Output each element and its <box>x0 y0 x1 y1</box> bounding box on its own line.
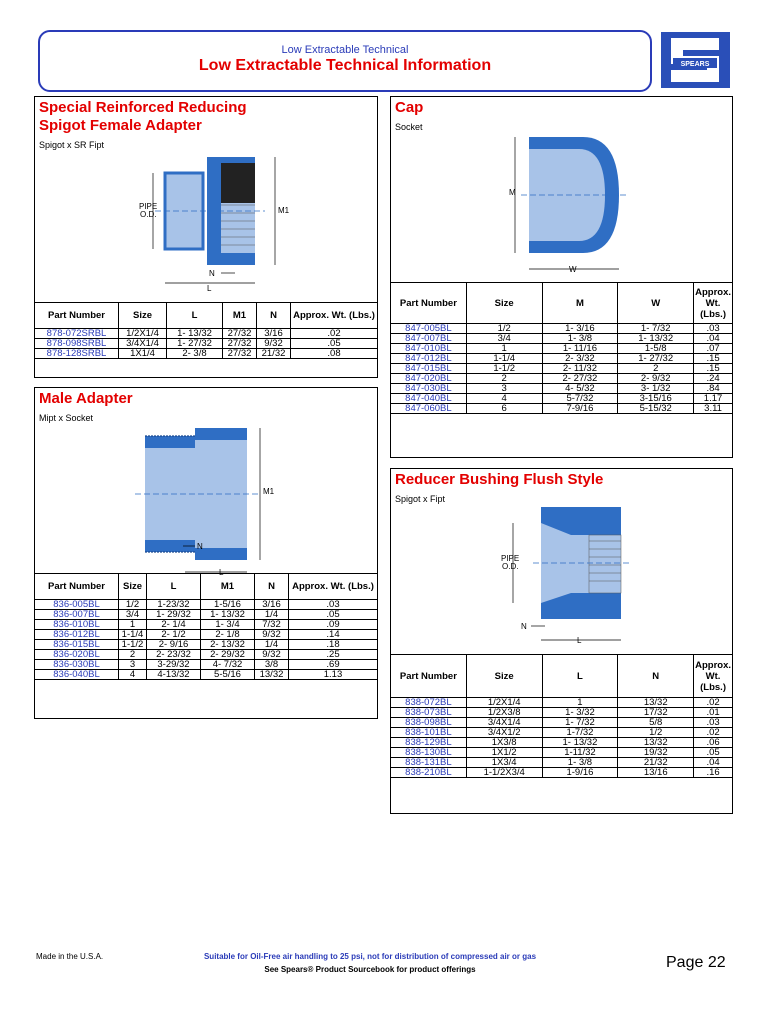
cell: 1- 13/32 <box>167 329 223 339</box>
m1-label: M1 <box>278 206 290 215</box>
part-number[interactable]: 836-010BL <box>35 620 119 630</box>
cell: .05 <box>694 748 733 758</box>
col-header: Size <box>466 283 542 324</box>
table-row <box>391 374 733 384</box>
part-number[interactable]: 847-007BL <box>391 334 467 344</box>
cell: 1/2X3/8 <box>466 708 542 718</box>
cell: 2- 3/32 <box>542 354 618 364</box>
cell: 1X1/4 <box>119 349 167 359</box>
col-header: Approx. Wt. (Lbs.) <box>694 283 733 324</box>
col-header: Size <box>119 303 167 329</box>
n-label: N <box>209 269 215 278</box>
cell: 1-1/4 <box>119 630 147 640</box>
cell: 1.17 <box>694 394 733 404</box>
w-label: W <box>569 265 577 274</box>
part-number[interactable]: 847-030BL <box>391 384 467 394</box>
part-number[interactable]: 838-130BL <box>391 748 467 758</box>
cell: 2- 1/8 <box>201 630 255 640</box>
part-number[interactable]: 838-129BL <box>391 738 467 748</box>
cell: 3/16 <box>257 329 291 339</box>
cell: 3/4X1/2 <box>466 728 542 738</box>
cell: 21/32 <box>618 758 694 768</box>
cell: 5/8 <box>618 718 694 728</box>
cell: 1-1/2 <box>466 364 542 374</box>
cell: 5-7/32 <box>542 394 618 404</box>
cell: .25 <box>289 650 378 660</box>
col-header: Part Number <box>391 283 467 324</box>
cell: 1-1/4 <box>466 354 542 364</box>
cell: 2- 27/32 <box>542 374 618 384</box>
cell: 1.13 <box>289 670 378 680</box>
n-label: N <box>521 622 527 631</box>
cell: 1-9/16 <box>542 768 618 778</box>
cell: 1-1/2X3/4 <box>466 768 542 778</box>
reducer-bushing-diagram <box>501 501 661 651</box>
cell: 2 <box>618 364 694 374</box>
part-number[interactable]: 836-005BL <box>35 600 119 610</box>
l-label: L <box>219 568 224 576</box>
cell: 1- 27/32 <box>618 354 694 364</box>
cell: 1 <box>542 698 618 708</box>
part-number[interactable]: 847-005BL <box>391 324 467 334</box>
m-label: M <box>509 188 516 197</box>
panel-cap <box>390 96 733 458</box>
panel-title: Cap <box>395 99 424 116</box>
part-number[interactable]: 836-040BL <box>35 670 119 680</box>
col-header: Size <box>119 574 147 600</box>
cell: 2- 1/4 <box>147 620 201 630</box>
cell: 3 <box>119 660 147 670</box>
cell: 1X3/8 <box>466 738 542 748</box>
col-header: Part Number <box>391 655 467 698</box>
part-number[interactable]: 847-060BL <box>391 404 467 414</box>
cell: 3/16 <box>255 600 289 610</box>
cell: .04 <box>694 758 733 768</box>
cell: 1- 13/32 <box>542 738 618 748</box>
cell: 21/32 <box>257 349 291 359</box>
cell: 27/32 <box>223 329 257 339</box>
cell: 7/32 <box>255 620 289 630</box>
cell: .01 <box>694 708 733 718</box>
panel-subtitle: Mipt x Socket <box>39 413 94 423</box>
table-row <box>391 768 733 778</box>
cell: 2 <box>466 374 542 384</box>
part-number[interactable]: 836-020BL <box>35 650 119 660</box>
cell: .15 <box>694 364 733 374</box>
table-row <box>391 384 733 394</box>
panel-subtitle: Spigot x SR Fipt <box>39 140 105 150</box>
page-number: Page 22 <box>666 954 726 971</box>
cell: 2- 13/32 <box>201 640 255 650</box>
part-number[interactable]: 836-030BL <box>35 660 119 670</box>
cell: .15 <box>694 354 733 364</box>
table-row <box>35 610 378 620</box>
cell: .03 <box>694 324 733 334</box>
sourcebook-note: See Spears® Product Sourcebook for product offerings <box>264 965 476 974</box>
table-row <box>391 738 733 748</box>
cell: 1 <box>466 344 542 354</box>
part-number[interactable]: 847-015BL <box>391 364 467 374</box>
table-row <box>35 640 378 650</box>
cell: .02 <box>291 329 378 339</box>
cell: .09 <box>289 620 378 630</box>
col-header: N <box>255 574 289 600</box>
part-number[interactable]: 878-098SRBL <box>35 339 119 349</box>
usage-notice: Suitable for Oil-Free air handling to 25 psi, not for distribution of compressed air or gas <box>203 952 537 961</box>
cell: .02 <box>694 728 733 738</box>
table-row <box>35 600 378 610</box>
cell: 3/4X1/4 <box>466 718 542 728</box>
spears-logo <box>659 30 732 90</box>
cell: 1/2 <box>618 728 694 738</box>
col-header: L <box>167 303 223 329</box>
table-row <box>391 354 733 364</box>
cell: 1/2 <box>119 600 147 610</box>
cell: .03 <box>289 600 378 610</box>
cap-table <box>390 282 733 414</box>
spigot-adapter-table <box>34 302 378 359</box>
cell: 13/32 <box>618 738 694 748</box>
l-label: L <box>207 284 212 293</box>
panel-reducer-bushing <box>390 468 733 814</box>
cap-diagram <box>501 129 661 279</box>
table-row <box>35 630 378 640</box>
cell: 3/8 <box>255 660 289 670</box>
cell: 4 <box>119 670 147 680</box>
cell: .06 <box>694 738 733 748</box>
cell: 17/32 <box>618 708 694 718</box>
cell: 2- 29/32 <box>201 650 255 660</box>
cell: 3.11 <box>694 404 733 414</box>
cell: 1/2 <box>466 324 542 334</box>
cell: 13/16 <box>618 768 694 778</box>
cell: 2 <box>119 650 147 660</box>
table-row <box>391 404 733 414</box>
part-number[interactable]: 836-015BL <box>35 640 119 650</box>
cell: .69 <box>289 660 378 670</box>
cell: 1- 3/4 <box>201 620 255 630</box>
od-label: O.D. <box>502 562 519 571</box>
table-row <box>391 698 733 708</box>
part-number[interactable]: 838-073BL <box>391 708 467 718</box>
col-header: M1 <box>223 303 257 329</box>
cell: 7-9/16 <box>542 404 618 414</box>
cell: 1- 3/8 <box>542 334 618 344</box>
cell: 3-29/32 <box>147 660 201 670</box>
cell: 13/32 <box>618 698 694 708</box>
col-header: M1 <box>201 574 255 600</box>
cell: 1- 13/32 <box>201 610 255 620</box>
cell: 9/32 <box>255 650 289 660</box>
cell: 1-11/32 <box>542 748 618 758</box>
panel-title: Male Adapter <box>39 390 133 407</box>
cell: 3/4 <box>466 334 542 344</box>
cell: 27/32 <box>223 349 257 359</box>
cell: 1-1/2 <box>119 640 147 650</box>
part-number[interactable]: 847-012BL <box>391 354 467 364</box>
cell: .16 <box>694 768 733 778</box>
m1-label: M1 <box>263 487 275 496</box>
part-number[interactable]: 847-040BL <box>391 394 467 404</box>
panel-subtitle: Socket <box>395 122 423 132</box>
cell: 1- 7/32 <box>618 324 694 334</box>
cell: 1/2X1/4 <box>119 329 167 339</box>
cell: 5-15/32 <box>618 404 694 414</box>
header-subtitle: Low Extractable Technical <box>281 44 409 56</box>
part-number[interactable]: 838-098BL <box>391 718 467 728</box>
table-row <box>35 650 378 660</box>
col-header: M <box>542 283 618 324</box>
table-row <box>391 364 733 374</box>
n-label: N <box>197 542 203 551</box>
cell: 9/32 <box>255 630 289 640</box>
part-number[interactable]: 836-007BL <box>35 610 119 620</box>
cell: 1 <box>119 620 147 630</box>
table-row <box>35 670 378 680</box>
table-row <box>35 660 378 670</box>
col-header: Approx. Wt. (Lbs.) <box>291 303 378 329</box>
cell: 3/4 <box>119 610 147 620</box>
part-number[interactable]: 838-072BL <box>391 698 467 708</box>
cell: 1- 3/8 <box>542 758 618 768</box>
table-row <box>391 334 733 344</box>
table-row <box>391 758 733 768</box>
table-row <box>391 344 733 354</box>
header-banner <box>38 30 652 92</box>
reducer-bushing-table <box>390 654 733 778</box>
cell: 1- 27/32 <box>167 339 223 349</box>
part-number[interactable]: 878-128SRBL <box>35 349 119 359</box>
cell: .05 <box>291 339 378 349</box>
made-in-usa: Made in the U.S.A. <box>36 952 104 961</box>
cell: 3 <box>466 384 542 394</box>
cell: 1- 11/16 <box>542 344 618 354</box>
cell: .03 <box>694 718 733 728</box>
cell: .14 <box>289 630 378 640</box>
cell: 4- 5/32 <box>542 384 618 394</box>
table-row <box>35 349 378 359</box>
cell: 2- 1/2 <box>147 630 201 640</box>
panel-subtitle: Spigot x Fipt <box>395 494 446 504</box>
cell: 1-23/32 <box>147 600 201 610</box>
od-label: O.D. <box>140 210 157 219</box>
cell: 2- 23/32 <box>147 650 201 660</box>
cell: 6 <box>466 404 542 414</box>
cell: 1-5/8 <box>618 344 694 354</box>
cell: .18 <box>289 640 378 650</box>
part-number[interactable]: 847-020BL <box>391 374 467 384</box>
table-row <box>35 620 378 630</box>
cell: 1- 3/32 <box>542 708 618 718</box>
table-row <box>391 708 733 718</box>
col-header: Approx. Wt. (Lbs.) <box>694 655 733 698</box>
cell: 9/32 <box>257 339 291 349</box>
cell: 1X3/4 <box>466 758 542 768</box>
cell: 3/4X1/4 <box>119 339 167 349</box>
col-header: L <box>542 655 618 698</box>
cell: 5-5/16 <box>201 670 255 680</box>
col-header: Size <box>466 655 542 698</box>
male-adapter-table <box>34 573 378 680</box>
part-number[interactable]: 838-210BL <box>391 768 467 778</box>
table-row <box>35 329 378 339</box>
table-row <box>391 394 733 404</box>
cell: 1-7/32 <box>542 728 618 738</box>
cell: 3-15/16 <box>618 394 694 404</box>
panel-title <box>39 99 247 135</box>
male-adapter-diagram <box>135 426 315 576</box>
cell: 27/32 <box>223 339 257 349</box>
part-number[interactable]: 878-072SRBL <box>35 329 119 339</box>
table-row <box>391 324 733 334</box>
pipe-label: PIPE <box>501 554 520 563</box>
table-row <box>391 718 733 728</box>
cell: 2- 3/8 <box>167 349 223 359</box>
cell: 1-5/16 <box>201 600 255 610</box>
cell: 1- 13/32 <box>618 334 694 344</box>
cell: 2- 9/32 <box>618 374 694 384</box>
title-line-2: Spigot Female Adapter <box>39 117 202 134</box>
cell: 1- 7/32 <box>542 718 618 728</box>
cell: 2- 9/16 <box>147 640 201 650</box>
cell: 4 <box>466 394 542 404</box>
col-header: Approx. Wt. (Lbs.) <box>289 574 378 600</box>
col-header: Part Number <box>35 303 119 329</box>
col-header: N <box>257 303 291 329</box>
table-row <box>35 339 378 349</box>
cell: 1- 3/16 <box>542 324 618 334</box>
part-number[interactable]: 838-131BL <box>391 758 467 768</box>
col-header: W <box>618 283 694 324</box>
cell: 1/4 <box>255 610 289 620</box>
col-header: Part Number <box>35 574 119 600</box>
part-number[interactable]: 838-101BL <box>391 728 467 738</box>
cell: .08 <box>291 349 378 359</box>
cell: 1X1/2 <box>466 748 542 758</box>
part-number[interactable]: 836-012BL <box>35 630 119 640</box>
pipe-label: PIPE <box>139 202 158 211</box>
cell: 2- 11/32 <box>542 364 618 374</box>
cell: 1/2X1/4 <box>466 698 542 708</box>
cell: 3- 1/32 <box>618 384 694 394</box>
cell: .84 <box>694 384 733 394</box>
cell: .02 <box>694 698 733 708</box>
cell: .05 <box>289 610 378 620</box>
panel-spigot-female-adapter <box>34 96 378 378</box>
cell: 4- 7/32 <box>201 660 255 670</box>
panel-title: Reducer Bushing Flush Style <box>395 471 604 488</box>
table-row <box>391 728 733 738</box>
l-label: L <box>577 636 582 645</box>
cell: 1/4 <box>255 640 289 650</box>
title-line-1: Special Reinforced Reducing <box>39 99 247 116</box>
cell: 19/32 <box>618 748 694 758</box>
col-header: N <box>618 655 694 698</box>
table-row <box>391 748 733 758</box>
logo-text: SPEARS <box>680 61 710 68</box>
cell: 1- 29/32 <box>147 610 201 620</box>
cell: .24 <box>694 374 733 384</box>
spigot-adapter-diagram <box>125 153 305 293</box>
panel-male-adapter <box>34 387 378 719</box>
cell: 13/32 <box>255 670 289 680</box>
header-title: Low Extractable Technical Information <box>198 57 492 74</box>
col-header: L <box>147 574 201 600</box>
cell: 4-13/32 <box>147 670 201 680</box>
cell: .07 <box>694 344 733 354</box>
part-number[interactable]: 847-010BL <box>391 344 467 354</box>
cell: .04 <box>694 334 733 344</box>
